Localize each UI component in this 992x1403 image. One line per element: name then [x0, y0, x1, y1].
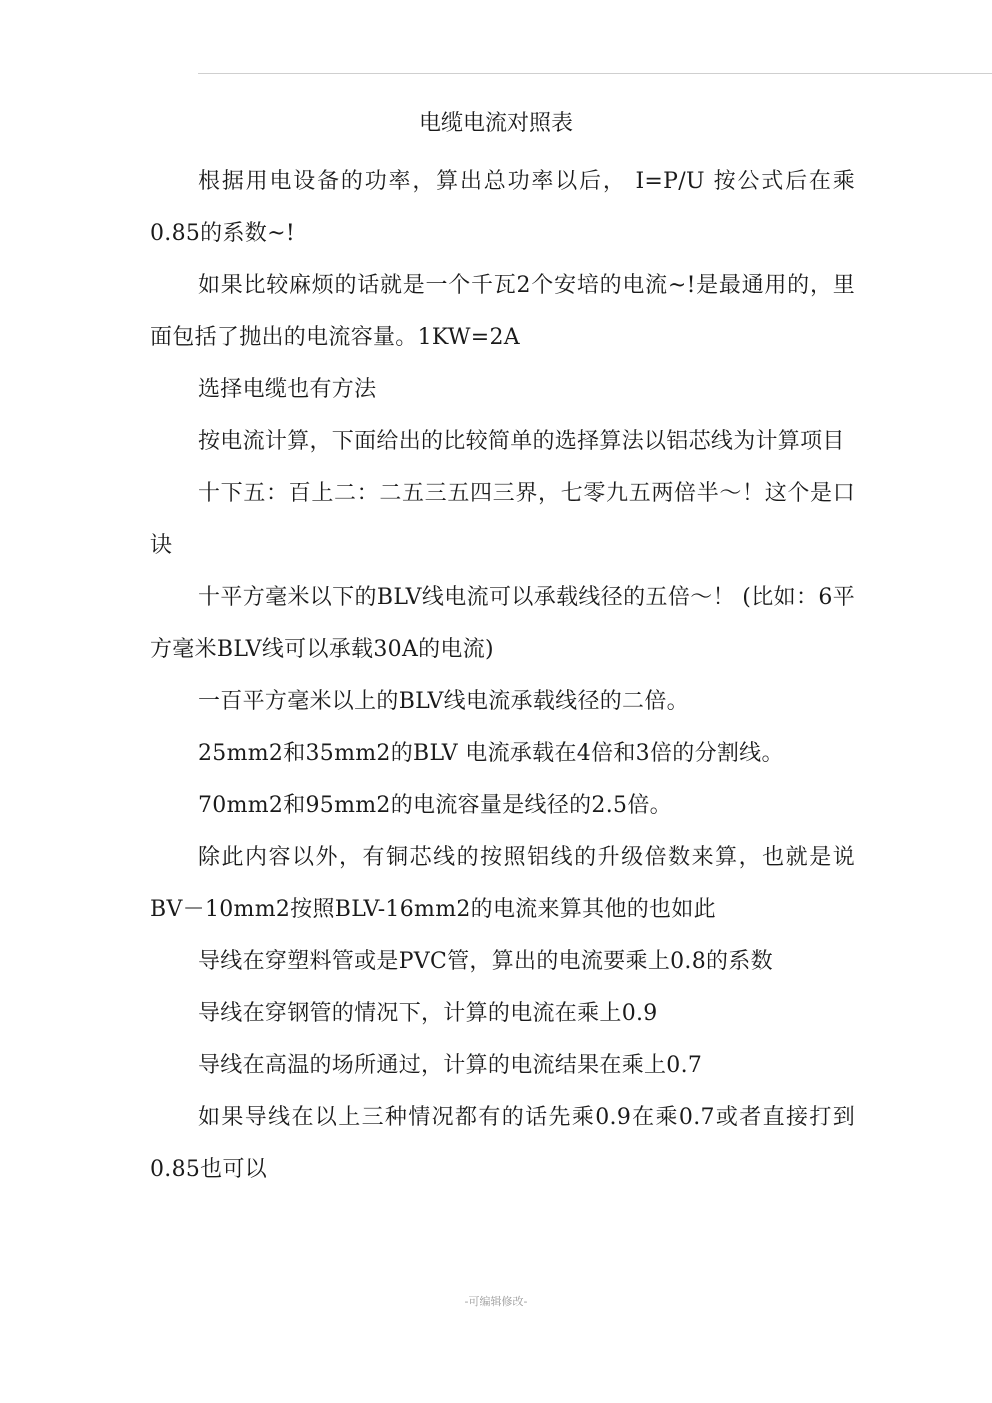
paragraph: 十平方毫米以下的BLV线电流可以承载线径的五倍～！ (比如：6平方毫米BLV线可以承载30A的电流) [150, 585, 855, 662]
document-body [150, 156, 855, 1196]
paragraph: 选择电缆也有方法 [198, 377, 377, 402]
paragraph: 25mm2和35mm2的BLV 电流承载在4倍和3倍的分割线。 [198, 741, 784, 766]
paragraph: 除此内容以外，有铜芯线的按照铝线的升级倍数来算，也就是说BV－10mm2按照BLV-16mm2的电流来算其他的也如此 [150, 845, 855, 922]
page-title: 电缆电流对照表 [418, 111, 573, 136]
paragraph: 一百平方毫米以上的BLV线电流承载线径的二倍。 [198, 689, 689, 714]
paragraph: 根据用电设备的功率，算出总功率以后， I=P/U 按公式后在乘0.85的系数~! [150, 169, 855, 246]
footer-note: -可编辑修改- [464, 1295, 528, 1308]
header-rule [198, 73, 992, 74]
paragraph: 导线在穿钢管的情况下，计算的电流在乘上0.9 [198, 1001, 658, 1026]
paragraph: 导线在穿塑料管或是PVC管，算出的电流要乘上0.8的系数 [198, 949, 773, 974]
paragraph: 70mm2和95mm2的电流容量是线径的2.5倍。 [198, 793, 672, 818]
paragraph: 按电流计算，下面给出的比较简单的选择算法以铝芯线为计算项目 [198, 429, 845, 454]
paragraph: 十下五：百上二：二五三五四三界，七零九五两倍半～！这个是口诀 [150, 481, 855, 558]
paragraph: 如果导线在以上三种情况都有的话先乘0.9在乘0.7或者直接打到0.85也可以 [150, 1105, 855, 1182]
paragraph: 导线在高温的场所通过，计算的电流结果在乘上0.7 [198, 1053, 703, 1078]
paragraph: 如果比较麻烦的话就是一个千瓦2个安培的电流~!是最通用的，里面包括了抛出的电流容量。1KW=2A [150, 273, 855, 350]
